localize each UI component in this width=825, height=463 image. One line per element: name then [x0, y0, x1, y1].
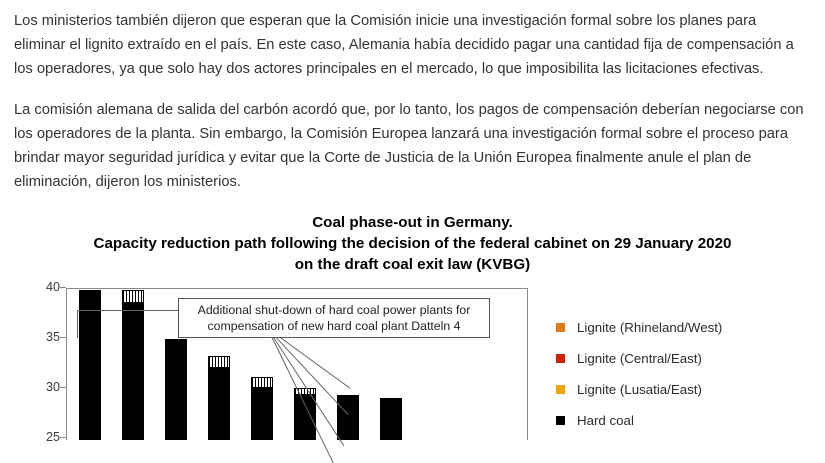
bar-7 [337, 395, 359, 440]
annotation-leader-top [78, 310, 178, 311]
chart-title-line-3: on the draft coal exit law (KVBG) [294, 255, 531, 273]
y-axis-tick-25: 25 [28, 430, 60, 444]
bar-5-hatch [251, 377, 273, 388]
chart-title-line-2: Capacity reduction path following the decision of the federal cabinet on 29 January 2020 [93, 234, 732, 252]
y-axis-tick-30: 30 [28, 380, 60, 394]
legend-swatch-lignite-rhineland [556, 323, 565, 332]
chart-annotation: Additional shut-down of hard coal power plants for compensation of new hard coal plant Datteln 4 [178, 298, 490, 339]
chart-title [93, 213, 733, 276]
annotation-leader-vert [77, 310, 78, 338]
bar-2 [122, 290, 144, 440]
legend-label-lignite-rhineland: Lignite (Rhineland/West) [577, 319, 723, 335]
bar-2-hatch [122, 290, 144, 303]
article-body [0, 0, 825, 195]
bar-5 [251, 377, 273, 440]
chart-title-line-1: Coal phase-out in Germany. [312, 213, 513, 231]
legend-swatch-lignite-central [556, 354, 565, 363]
bar-4 [208, 356, 230, 440]
legend-label-lignite-central: Lignite (Central/East) [577, 350, 702, 366]
paragraph-1: Los ministerios también dijeron que esperan que la Comisión inicie una investigación formal sobre los planes para eliminar el lignito extraído en el país. En este caso, Alemania había decidido pagar una cantidad fija de compensación a los operadores, ya que solo hay dos actores principales en el mercado, lo que imposibilita las licitaciones efectivas. [14, 13, 794, 77]
bar-4-hatch [208, 356, 230, 368]
chart-figure [0, 213, 825, 443]
legend-label-hard-coal: Hard coal [577, 412, 634, 428]
legend-item-hard-coal [556, 405, 806, 436]
legend-swatch-lignite-lusatia [556, 385, 565, 394]
legend-item-lignite-rhineland [556, 312, 806, 343]
legend-label-lignite-lusatia: Lignite (Lusatia/East) [577, 381, 702, 397]
legend-swatch-hard-coal [556, 416, 565, 425]
y-axis-tick-40: 40 [28, 280, 60, 294]
paragraph-2: La comisión alemana de salida del carbón acordó que, por lo tanto, los pagos de compensación deberían negociarse con los operadores de la planta. Sin embargo, la Comisión Europea lanzará una investigación formal sobre el proceso para brindar mayor seguridad jurídica y evitar que la Corte de Justicia de la Unión Europea finalmente anule el plan de eliminación, dijeron los ministerios. [14, 102, 804, 190]
bar-8 [380, 398, 402, 440]
bar-6 [294, 388, 316, 440]
legend-item-lignite-lusatia [556, 374, 806, 405]
chart-legend [556, 312, 806, 436]
legend-item-lignite-central [556, 343, 806, 374]
y-axis-tick-35: 35 [28, 330, 60, 344]
chart-plot-area [0, 279, 825, 448]
bar-1 [79, 290, 101, 440]
bar-3 [165, 339, 187, 440]
